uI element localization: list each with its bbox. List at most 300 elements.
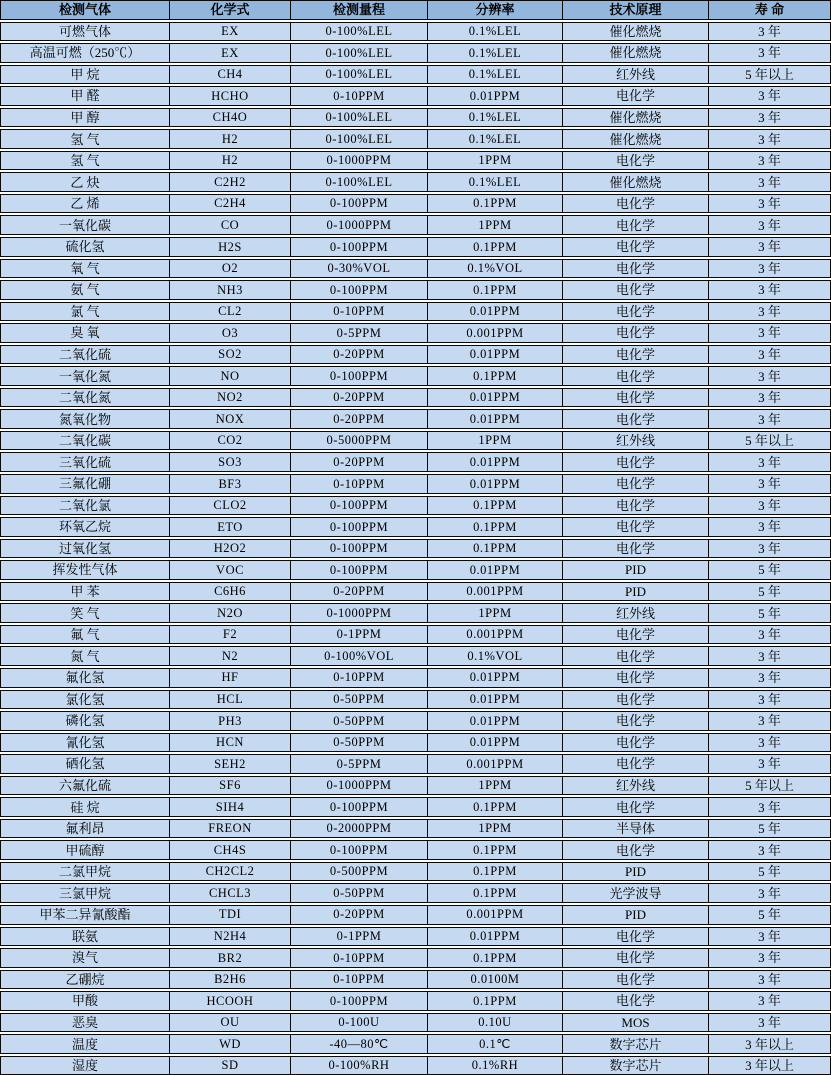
cell-lifespan: 3 年 — [758, 476, 781, 492]
cell-lifespan: 3 年 — [758, 260, 781, 276]
cell-lifespan: 5 年 — [758, 605, 781, 621]
cell-formula: HF — [170, 669, 291, 687]
table-row — [0, 776, 831, 796]
cell-formula: CH2CL2 — [170, 863, 291, 881]
cell-lifespan: 3 年 — [758, 325, 781, 341]
cell-formula: BF3 — [170, 475, 291, 493]
cell-formula: CO — [170, 216, 291, 234]
cell-formula: ETO — [170, 518, 291, 536]
cell-resolution: 0.1%RH — [428, 1057, 563, 1075]
table-row — [0, 625, 831, 645]
cell-range: 0-100%LEL — [291, 130, 428, 148]
cell-resolution: 0.1%LEL — [428, 173, 563, 191]
cell-resolution: 0.1%VOL — [428, 260, 563, 278]
cell-range: 0-10PPM — [291, 949, 428, 967]
cell-range: 0-100%LEL — [291, 66, 428, 84]
cell-formula: CH4O — [170, 109, 291, 127]
cell-range: 0-100%LEL — [291, 44, 428, 62]
cell-principle: 电化学 — [563, 195, 709, 213]
cell-range: 0-100PPM — [291, 238, 428, 256]
cell-gas: 臭 氧 — [1, 324, 170, 342]
cell-gas: 硒化氢 — [1, 755, 170, 773]
cell-formula: B2H6 — [170, 971, 291, 989]
cell-resolution: 0.1%LEL — [428, 109, 563, 127]
cell-gas: 甲苯二异氰酸酯 — [1, 906, 170, 924]
cell-resolution: 0.1PPM — [428, 884, 563, 902]
table-row — [0, 927, 831, 947]
cell-principle: 电化学 — [563, 453, 709, 471]
cell-range: 0-100PPM — [291, 561, 428, 579]
cell-lifespan: 3 年 — [758, 45, 781, 61]
cell-principle: 电化学 — [563, 303, 709, 321]
cell-principle: 电化学 — [563, 152, 709, 170]
cell-range: 0-100%LEL — [291, 23, 428, 41]
table-row — [0, 86, 831, 106]
cell-range: 0-1000PPM — [291, 604, 428, 622]
table-row — [0, 452, 831, 472]
cell-resolution: 1PPM — [428, 216, 563, 234]
cell-formula: BR2 — [170, 949, 291, 967]
table-row — [0, 991, 831, 1011]
cell-gas: 环氧乙烷 — [1, 518, 170, 536]
cell-formula: O3 — [170, 324, 291, 342]
cell-range: 0-10PPM — [291, 303, 428, 321]
table-row — [0, 754, 831, 774]
cell-gas: 甲 苯 — [1, 583, 170, 601]
cell-resolution: 0.1%LEL — [428, 23, 563, 41]
cell-lifespan: 3 年 — [758, 993, 781, 1009]
cell-range: 0-1PPM — [291, 928, 428, 946]
cell-range: 0-100%VOL — [291, 647, 428, 665]
cell-principle: 催化燃烧 — [563, 23, 709, 41]
cell-resolution: 0.1PPM — [428, 497, 563, 515]
cell-formula: NO2 — [170, 389, 291, 407]
cell-gas: 硅 烷 — [1, 798, 170, 816]
cell-principle: PID — [563, 906, 709, 924]
cell-formula: C2H4 — [170, 195, 291, 213]
cell-range: 0-100PPM — [291, 540, 428, 558]
cell-lifespan: 3 年 — [758, 950, 781, 966]
cell-range: 0-100PPM — [291, 367, 428, 385]
cell-formula: SEH2 — [170, 755, 291, 773]
cell-resolution: 0.01PPM — [428, 669, 563, 687]
cell-gas: 六氟化硫 — [1, 777, 170, 795]
cell-lifespan: 3 年 — [758, 347, 781, 363]
cell-principle: 电化学 — [563, 949, 709, 967]
cell-principle: 电化学 — [563, 712, 709, 730]
cell-principle: 红外线 — [563, 604, 709, 622]
cell-formula: C2H2 — [170, 173, 291, 191]
cell-resolution: 0.001PPM — [428, 755, 563, 773]
table-row — [0, 560, 831, 580]
cell-formula: CLO2 — [170, 497, 291, 515]
cell-range: 0-100%LEL — [291, 109, 428, 127]
table-row — [0, 323, 831, 343]
cell-resolution: 0.001PPM — [428, 626, 563, 644]
cell-lifespan: 5 年 — [758, 864, 781, 880]
cell-range: 0-5PPM — [291, 755, 428, 773]
cell-range: 0-30%VOL — [291, 260, 428, 278]
cell-range: 0-50PPM — [291, 691, 428, 709]
table-row — [0, 388, 831, 408]
cell-gas: 氟化氢 — [1, 669, 170, 687]
cell-principle: 电化学 — [563, 928, 709, 946]
table-row — [0, 646, 831, 666]
cell-lifespan: 3 年 — [758, 196, 781, 212]
header-cell-principle: 技术原理 — [563, 1, 709, 19]
cell-formula: FREON — [170, 820, 291, 838]
table-row — [0, 237, 831, 257]
cell-formula: SF6 — [170, 777, 291, 795]
cell-range: 0-5000PPM — [291, 432, 428, 450]
cell-principle: 红外线 — [563, 66, 709, 84]
cell-lifespan: 3 年 — [758, 282, 781, 298]
cell-formula: H2O2 — [170, 540, 291, 558]
table-row — [0, 905, 831, 925]
cell-resolution: 0.1PPM — [428, 863, 563, 881]
cell-lifespan: 3 年 — [758, 670, 781, 686]
cell-gas: 二氧化氯 — [1, 497, 170, 515]
table-row — [0, 840, 831, 860]
cell-gas: 高温可燃（250℃） — [1, 44, 170, 62]
table-row — [0, 690, 831, 710]
cell-resolution: 0.1%LEL — [428, 44, 563, 62]
table-row — [0, 1034, 831, 1054]
cell-resolution: 0.01PPM — [428, 691, 563, 709]
cell-resolution: 0.01PPM — [428, 734, 563, 752]
cell-resolution: 0.1PPM — [428, 238, 563, 256]
cell-resolution: 0.1%LEL — [428, 66, 563, 84]
table-row — [0, 431, 831, 451]
cell-lifespan: 3 年 — [758, 217, 781, 233]
cell-lifespan: 5 年以上 — [745, 433, 794, 449]
cell-lifespan: 3 年 — [758, 174, 781, 190]
cell-resolution: 0.1PPM — [428, 798, 563, 816]
cell-gas: 乙硼烷 — [1, 971, 170, 989]
cell-principle: 电化学 — [563, 216, 709, 234]
cell-gas: 湿度 — [1, 1057, 170, 1075]
cell-lifespan: 3 年 — [758, 1014, 781, 1030]
table-row — [0, 603, 831, 623]
cell-resolution: 0.01PPM — [428, 346, 563, 364]
cell-principle: 电化学 — [563, 324, 709, 342]
cell-gas: 可燃气体 — [1, 23, 170, 41]
cell-lifespan: 3 年 — [758, 648, 781, 664]
cell-range: 0-5PPM — [291, 324, 428, 342]
cell-resolution: 1PPM — [428, 432, 563, 450]
cell-principle: 电化学 — [563, 281, 709, 299]
cell-formula: SD — [170, 1057, 291, 1075]
table-row — [0, 280, 831, 300]
cell-range: 0-20PPM — [291, 453, 428, 471]
cell-range: 0-10PPM — [291, 87, 428, 105]
cell-principle: 电化学 — [563, 410, 709, 428]
table-row — [0, 883, 831, 903]
cell-range: 0-50PPM — [291, 884, 428, 902]
cell-lifespan: 3 年 — [758, 454, 781, 470]
cell-gas: 乙 烯 — [1, 195, 170, 213]
header-cell-formula: 化学式 — [170, 1, 291, 19]
cell-formula: N2 — [170, 647, 291, 665]
cell-gas: 挥发性气体 — [1, 561, 170, 579]
table-row — [0, 151, 831, 171]
cell-range: 0-100PPM — [291, 992, 428, 1010]
cell-lifespan: 3 年 — [758, 885, 781, 901]
header-cell-resolution: 分辨率 — [428, 1, 563, 19]
cell-formula: SO2 — [170, 346, 291, 364]
cell-principle: 数字芯片 — [563, 1035, 709, 1053]
cell-range: 0-20PPM — [291, 906, 428, 924]
cell-gas: 乙 炔 — [1, 173, 170, 191]
cell-principle: 电化学 — [563, 691, 709, 709]
cell-range: 0-500PPM — [291, 863, 428, 881]
cell-formula: HCN — [170, 734, 291, 752]
cell-gas: 氢 气 — [1, 152, 170, 170]
table-row — [0, 819, 831, 839]
cell-gas: 甲硫醇 — [1, 841, 170, 859]
cell-formula: VOC — [170, 561, 291, 579]
cell-gas: 甲酸 — [1, 992, 170, 1010]
cell-lifespan: 3 年 — [758, 131, 781, 147]
cell-formula: HCL — [170, 691, 291, 709]
cell-formula: CHCL3 — [170, 884, 291, 902]
cell-lifespan: 3 年以上 — [745, 1036, 794, 1052]
cell-gas: 二氧化氮 — [1, 389, 170, 407]
cell-resolution: 0.0100M — [428, 971, 563, 989]
cell-principle: 电化学 — [563, 346, 709, 364]
cell-gas: 三氯甲烷 — [1, 884, 170, 902]
cell-formula: N2H4 — [170, 928, 291, 946]
cell-range: 0-100U — [291, 1014, 428, 1032]
cell-formula: OU — [170, 1014, 291, 1032]
cell-gas: 氢 气 — [1, 130, 170, 148]
cell-range: 0-10PPM — [291, 475, 428, 493]
cell-resolution: 0.1℃ — [428, 1035, 563, 1053]
cell-gas: 氮氧化物 — [1, 410, 170, 428]
cell-range: 0-2000PPM — [291, 820, 428, 838]
cell-resolution: 0.01PPM — [428, 453, 563, 471]
cell-lifespan: 3 年 — [758, 411, 781, 427]
cell-gas: 三氧化硫 — [1, 453, 170, 471]
cell-formula: CL2 — [170, 303, 291, 321]
cell-gas: 氯 气 — [1, 303, 170, 321]
cell-formula: F2 — [170, 626, 291, 644]
cell-gas: 过氧化氢 — [1, 540, 170, 558]
cell-range: 0-100PPM — [291, 798, 428, 816]
cell-gas: 恶臭 — [1, 1014, 170, 1032]
table-row — [0, 22, 831, 42]
table-row — [0, 366, 831, 386]
cell-lifespan: 3 年 — [758, 497, 781, 513]
cell-gas: 磷化氢 — [1, 712, 170, 730]
table-row — [0, 1056, 831, 1075]
cell-lifespan: 3 年 — [758, 734, 781, 750]
cell-principle: MOS — [563, 1014, 709, 1032]
cell-lifespan: 3 年 — [758, 519, 781, 535]
table-row — [0, 65, 831, 85]
cell-lifespan: 3 年 — [758, 799, 781, 815]
cell-gas: 笑 气 — [1, 604, 170, 622]
cell-resolution: 1PPM — [428, 777, 563, 795]
table-row — [0, 539, 831, 559]
cell-principle: 红外线 — [563, 777, 709, 795]
cell-resolution: 0.01PPM — [428, 87, 563, 105]
cell-principle: 电化学 — [563, 626, 709, 644]
cell-gas: 二氯甲烷 — [1, 863, 170, 881]
table-row — [0, 345, 831, 365]
cell-formula: CO2 — [170, 432, 291, 450]
cell-gas: 氰化氢 — [1, 734, 170, 752]
cell-gas: 氟 气 — [1, 626, 170, 644]
cell-lifespan: 3 年 — [758, 971, 781, 987]
cell-range: 0-50PPM — [291, 712, 428, 730]
cell-lifespan: 5 年 — [758, 821, 781, 837]
cell-principle: 电化学 — [563, 669, 709, 687]
cell-range: -40—80℃ — [291, 1035, 428, 1053]
cell-resolution: 0.1PPM — [428, 540, 563, 558]
table-row — [0, 970, 831, 990]
cell-resolution: 1PPM — [428, 820, 563, 838]
cell-resolution: 1PPM — [428, 604, 563, 622]
cell-principle: 电化学 — [563, 497, 709, 515]
table-row — [0, 43, 831, 63]
cell-principle: 红外线 — [563, 432, 709, 450]
cell-principle: 催化燃烧 — [563, 130, 709, 148]
cell-range: 0-20PPM — [291, 583, 428, 601]
cell-lifespan: 3 年 — [758, 928, 781, 944]
cell-resolution: 0.1PPM — [428, 992, 563, 1010]
table-row — [0, 1013, 831, 1033]
cell-formula: H2 — [170, 152, 291, 170]
cell-principle: 电化学 — [563, 755, 709, 773]
cell-range: 0-100PPM — [291, 497, 428, 515]
table-row — [0, 474, 831, 494]
header-cell-gas: 检测气体 — [1, 1, 170, 19]
cell-resolution: 0.01PPM — [428, 561, 563, 579]
cell-principle: 电化学 — [563, 734, 709, 752]
cell-range: 0-100PPM — [291, 195, 428, 213]
table-row — [0, 948, 831, 968]
cell-principle: 电化学 — [563, 971, 709, 989]
cell-formula: H2S — [170, 238, 291, 256]
header-cell-lifespan: 寿 命 — [754, 2, 785, 18]
cell-lifespan: 5 年以上 — [745, 777, 794, 793]
cell-range: 0-100%RH — [291, 1057, 428, 1075]
cell-formula: H2 — [170, 130, 291, 148]
cell-range: 0-20PPM — [291, 346, 428, 364]
cell-gas: 一氧化氮 — [1, 367, 170, 385]
cell-lifespan: 3 年 — [758, 842, 781, 858]
cell-range: 0-1000PPM — [291, 216, 428, 234]
cell-lifespan: 5 年以上 — [745, 66, 794, 82]
cell-principle: 电化学 — [563, 992, 709, 1010]
table-row — [0, 302, 831, 322]
cell-resolution: 1PPM — [428, 152, 563, 170]
cell-formula: O2 — [170, 260, 291, 278]
cell-lifespan: 3 年 — [758, 713, 781, 729]
cell-range: 0-50PPM — [291, 734, 428, 752]
cell-formula: SO3 — [170, 453, 291, 471]
cell-formula: NO — [170, 367, 291, 385]
cell-resolution: 0.1%VOL — [428, 647, 563, 665]
cell-range: 0-100PPM — [291, 841, 428, 859]
cell-lifespan: 3 年 — [758, 23, 781, 39]
cell-resolution: 0.1PPM — [428, 195, 563, 213]
cell-gas: 氧 气 — [1, 260, 170, 278]
cell-range: 0-20PPM — [291, 410, 428, 428]
cell-resolution: 0.1PPM — [428, 841, 563, 859]
cell-lifespan: 5 年 — [758, 584, 781, 600]
cell-principle: 催化燃烧 — [563, 173, 709, 191]
cell-range: 0-1000PPM — [291, 152, 428, 170]
cell-range: 0-20PPM — [291, 389, 428, 407]
cell-principle: 电化学 — [563, 238, 709, 256]
cell-formula: SIH4 — [170, 798, 291, 816]
cell-principle: 光学波导 — [563, 884, 709, 902]
cell-resolution: 0.1PPM — [428, 949, 563, 967]
cell-resolution: 0.1%LEL — [428, 130, 563, 148]
cell-gas: 氨 气 — [1, 281, 170, 299]
cell-principle: 电化学 — [563, 540, 709, 558]
table-row — [0, 215, 831, 235]
cell-lifespan: 3 年以上 — [745, 1058, 794, 1074]
table-row — [0, 517, 831, 537]
cell-principle: 电化学 — [563, 647, 709, 665]
table-row — [0, 582, 831, 602]
cell-principle: 数字芯片 — [563, 1057, 709, 1075]
cell-principle: 半导体 — [563, 820, 709, 838]
cell-formula: NH3 — [170, 281, 291, 299]
cell-lifespan: 3 年 — [758, 627, 781, 643]
cell-principle: 电化学 — [563, 367, 709, 385]
cell-formula: WD — [170, 1035, 291, 1053]
cell-formula: CH4 — [170, 66, 291, 84]
cell-lifespan: 3 年 — [758, 390, 781, 406]
cell-resolution: 0.01PPM — [428, 303, 563, 321]
cell-lifespan: 3 年 — [758, 303, 781, 319]
cell-gas: 甲 烷 — [1, 66, 170, 84]
cell-formula: TDI — [170, 906, 291, 924]
table-row — [0, 496, 831, 516]
cell-range: 0-100%LEL — [291, 173, 428, 191]
cell-lifespan: 5 年 — [758, 562, 781, 578]
cell-formula: HCOOH — [170, 992, 291, 1010]
cell-principle: 电化学 — [563, 841, 709, 859]
cell-resolution: 0.01PPM — [428, 389, 563, 407]
cell-gas: 氮 气 — [1, 647, 170, 665]
table-row — [0, 259, 831, 279]
cell-resolution: 0.001PPM — [428, 583, 563, 601]
cell-gas: 一氧化碳 — [1, 216, 170, 234]
cell-principle: 催化燃烧 — [563, 44, 709, 62]
cell-gas: 甲 醛 — [1, 87, 170, 105]
cell-formula: HCHO — [170, 87, 291, 105]
cell-gas: 甲 醇 — [1, 109, 170, 127]
cell-lifespan: 3 年 — [758, 110, 781, 125]
cell-principle: 电化学 — [563, 87, 709, 105]
cell-resolution: 0.1PPM — [428, 367, 563, 385]
cell-gas: 硫化氢 — [1, 238, 170, 256]
cell-principle: PID — [563, 561, 709, 579]
table-row — [0, 797, 831, 817]
header-cell-range: 检测量程 — [291, 1, 428, 19]
table-row — [0, 172, 831, 192]
cell-resolution: 0.1PPM — [428, 281, 563, 299]
table-row — [0, 409, 831, 429]
table-row — [0, 108, 831, 128]
cell-principle: 电化学 — [563, 518, 709, 536]
table-row — [0, 194, 831, 214]
